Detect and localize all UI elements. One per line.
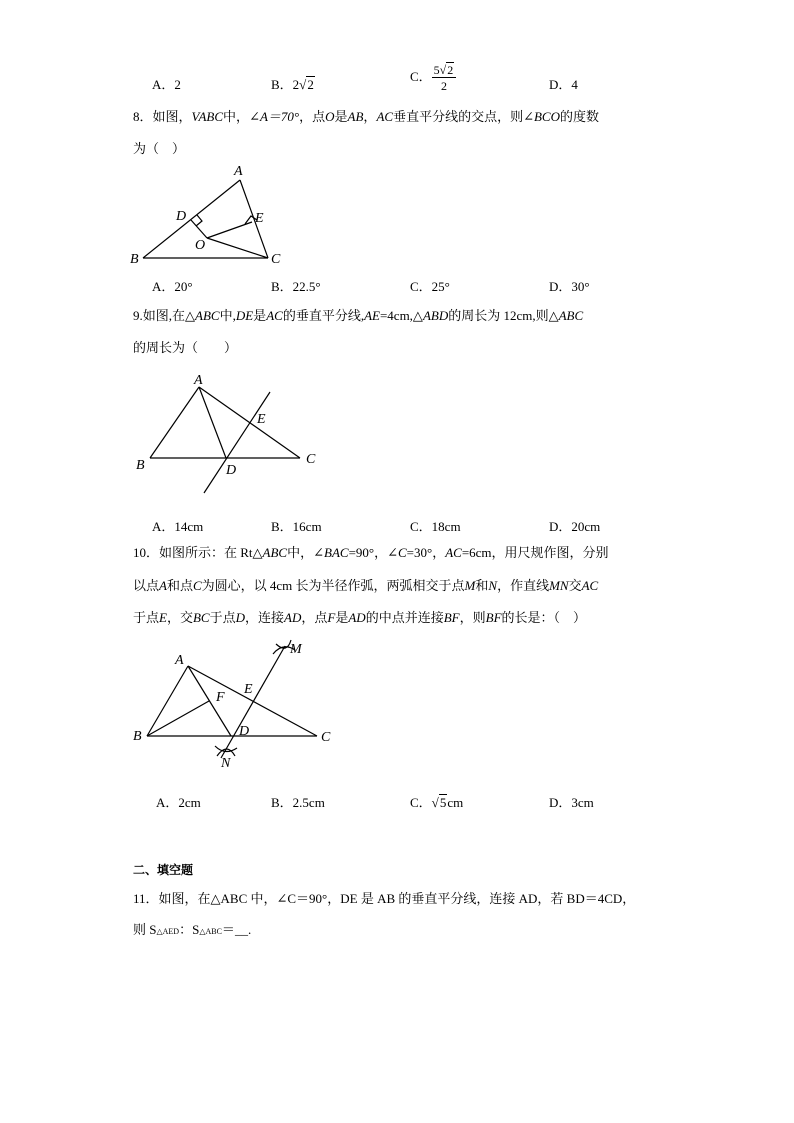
- q9-figure: [128, 365, 328, 500]
- q7-option-b: B．2√2: [271, 77, 314, 92]
- q8-label-c: C: [271, 252, 281, 267]
- q10-label-b: B: [133, 729, 142, 744]
- q7-option-d: D．4: [549, 77, 578, 92]
- q10-stem-line3: 于点E，交BC于点D，连接AD，点F是AD的中点并连接BF，则BF的长是：（ ）: [133, 610, 587, 625]
- q9-stem-line2: 的周长为（ ）: [133, 340, 238, 355]
- q9-stem-line1: 9.如图,在△ABC中,DE是AC的垂直平分线,AE=4cm,△ABD的周长为 12cm,则△ABC: [133, 308, 584, 323]
- q7-option-a: A．2: [152, 77, 181, 92]
- q10-stem-line2: 以点A和点C为圆心，以 4cm 长为半径作弧，两弧相交于点M和N，作直线MN交AC: [133, 578, 599, 593]
- q8-figure: [125, 160, 295, 270]
- sqrt-symbol: √5: [431, 795, 447, 810]
- q8-right-angle-d: [196, 215, 202, 226]
- q10-label-f: F: [216, 690, 225, 705]
- q8-label-a: A: [234, 164, 243, 179]
- q9-option-c: C．18cm: [410, 519, 461, 534]
- q9-label-c: C: [306, 452, 316, 467]
- q10-side-ab: [147, 666, 188, 736]
- q8-option-c: C．25°: [410, 279, 450, 294]
- q10-option-b: B．2.5cm: [271, 795, 325, 810]
- q8-segment-eo: [207, 222, 252, 238]
- q10-segment-bf: [147, 701, 209, 736]
- q10-label-m: M: [290, 642, 302, 657]
- q10-figure: [125, 632, 340, 772]
- q10-option-a: A．2cm: [156, 795, 201, 810]
- q9-option-a: A．14cm: [152, 519, 204, 534]
- q9-label-d: D: [226, 463, 237, 478]
- q8-option-d: D．30°: [549, 279, 590, 294]
- q8-stem-line1: 8．如图，VABC中，∠A＝70°，点O是AB，AC垂直平分线的交点，则∠BCO的度数: [133, 109, 599, 124]
- q9-side-ab: [150, 387, 199, 458]
- q10-label-a: A: [175, 653, 184, 668]
- q8-option-b: B．22.5°: [271, 279, 321, 294]
- q11-stem-line1: 11．如图，在△ABC 中，∠C＝90°，DE 是 AB 的垂直平分线，连接 AD，若 BD＝4CD，: [133, 891, 636, 906]
- q9-label-e: E: [257, 412, 266, 427]
- q10-label-n: N: [221, 756, 231, 771]
- q8-label-b: B: [130, 252, 139, 267]
- q8-option-a: A．20°: [152, 279, 193, 294]
- q9-line-de: [204, 392, 270, 493]
- q9-option-b: B．16cm: [271, 519, 322, 534]
- q10-side-ac: [188, 666, 317, 736]
- q8-stem-line2: 为（ ）: [133, 141, 186, 156]
- q10-label-c: C: [321, 730, 331, 745]
- q10-line-mn: [221, 646, 285, 758]
- q9-segment-ad: [199, 387, 226, 458]
- sqrt-symbol: √2: [299, 77, 314, 92]
- q10-option-d: D．3cm: [549, 795, 594, 810]
- q7-option-c: C． $\frac{5√2}{2}$: [410, 64, 456, 92]
- section-title-fill-in: 二、填空题: [133, 863, 194, 877]
- q8-label-e: E: [255, 211, 264, 226]
- q10-stem-line1: 10．如图所示：在 Rt△ABC中，∠BAC=90°，∠C=30°，AC=6cm，用尺规作图，分别: [133, 545, 609, 560]
- q10-option-c: C．√5cm: [410, 795, 464, 810]
- q11-stem-line2: 则 S△AED：S△ABC＝__.: [133, 922, 252, 937]
- q10-label-e: E: [244, 682, 253, 697]
- answer-blank[interactable]: __: [234, 922, 248, 937]
- q8-side-ab: [143, 180, 240, 258]
- q9-option-d: D．20cm: [549, 519, 601, 534]
- fraction: $\frac{5√2}{2}$: [432, 64, 457, 92]
- q9-label-a: A: [194, 373, 203, 388]
- q8-label-d: D: [176, 209, 187, 224]
- q8-segment-do: [191, 220, 207, 238]
- q8-side-ac: [240, 180, 268, 258]
- q8-label-o: O: [195, 238, 206, 253]
- q8-segment-oc: [207, 238, 268, 258]
- q10-label-d: D: [239, 724, 250, 739]
- q9-label-b: B: [136, 458, 145, 473]
